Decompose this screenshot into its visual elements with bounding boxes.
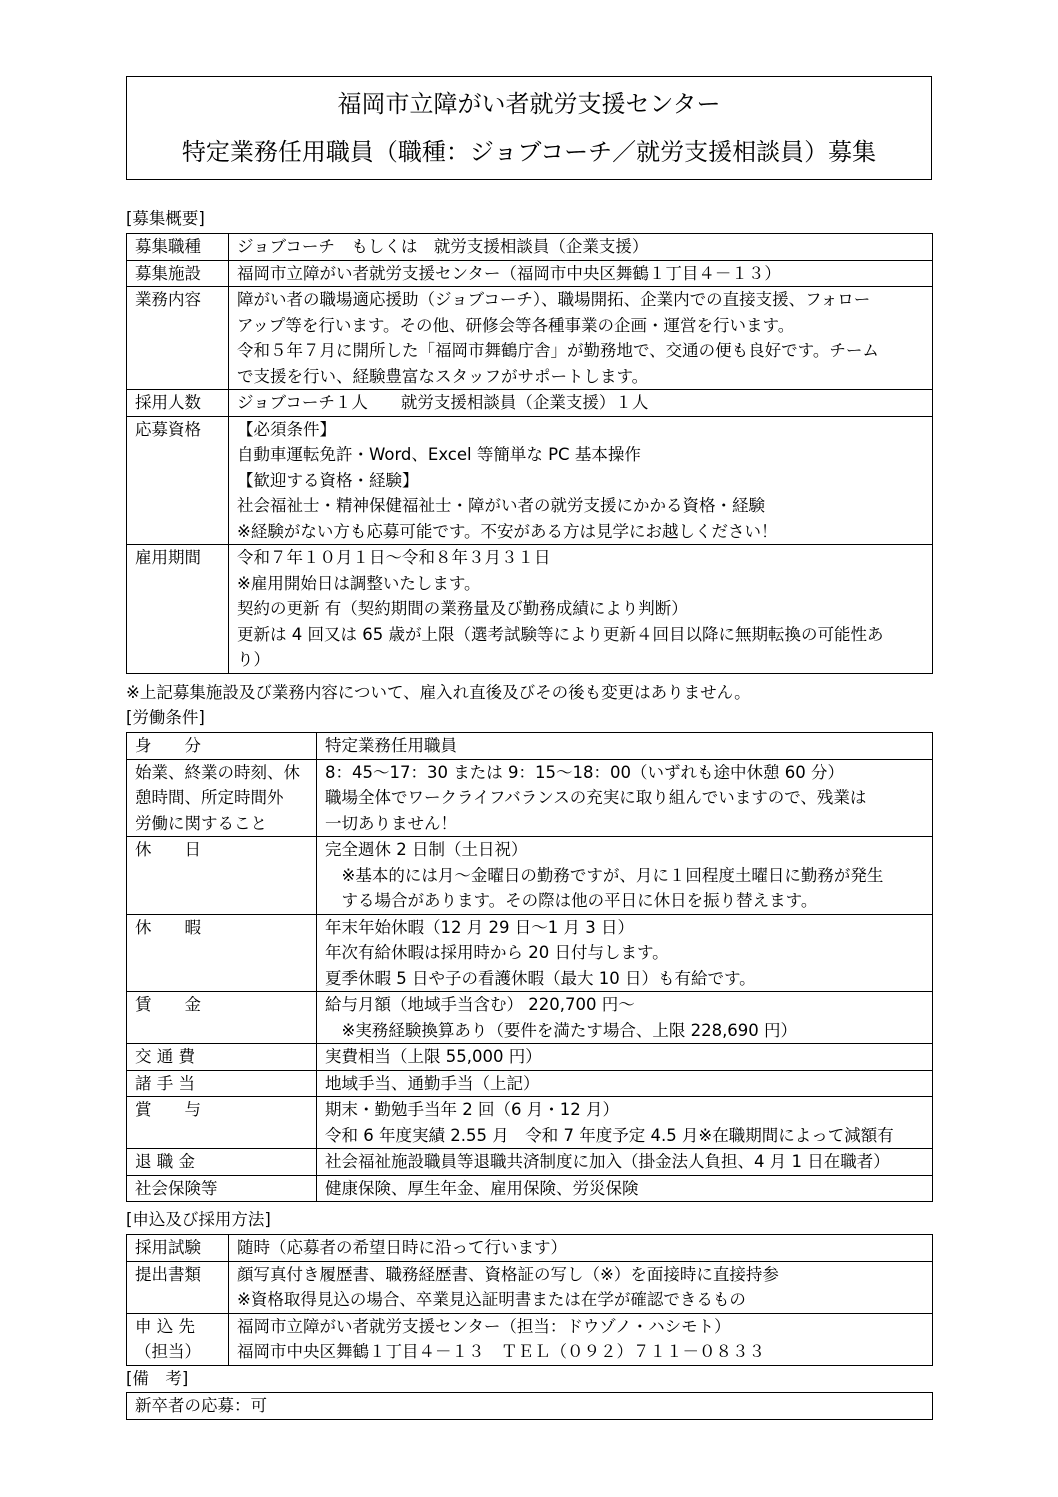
text-line: 随時（応募者の希望日時に沿って行います）: [237, 1238, 567, 1257]
text-line: 顔写真付き履歴書、職務経歴書、資格証の写し（※）を面接時に直接持参: [237, 1264, 779, 1284]
text-line: ※基本的には月～金曜日の勤務ですが、月に１回程度土曜日に勤務が発生: [325, 865, 884, 885]
title-line-1: 福岡市立障がい者就労支援センター: [337, 90, 721, 118]
text-line: り）: [237, 650, 270, 669]
row-value: [229, 234, 933, 261]
row-label: 業務内容: [127, 287, 229, 390]
row-label: [127, 759, 317, 837]
row-value: [317, 1070, 933, 1097]
text-line: 夏季休暇 5 日や子の看護休暇（最大 10 日）も有給です。: [325, 968, 756, 988]
row-label: [127, 1097, 317, 1149]
row-label: [127, 1235, 229, 1262]
text-line: 障がい者の職場適応援助（ジョブコーチ）、職場開拓、企業内での直接支援、フォロー: [237, 290, 871, 309]
row-label: 雇用期間: [127, 545, 229, 674]
row-value: [229, 287, 933, 390]
table-row: [127, 1175, 933, 1202]
text-line: で支援を行い、経験豊富なスタッフがサポートします。: [237, 366, 649, 386]
text-line: 社会福祉士・精神保健福祉士・障がい者の就労支援にかかる資格・経験: [237, 496, 765, 515]
conditions-table: [126, 732, 933, 1202]
section-heading-remarks: [備 考]: [126, 1369, 189, 1388]
row-label: [127, 1261, 229, 1313]
row-label: [127, 1313, 229, 1365]
row-label: [127, 837, 317, 915]
row-label: 採用人数: [127, 390, 229, 417]
label-line: 申 込 先: [135, 1316, 195, 1336]
text-line: 期末・勤勉手当年 2 回（6 月・12 月）: [325, 1100, 619, 1119]
text-line: 給与月額（地域手当含む） 220,700 円～: [325, 995, 635, 1014]
text-line: 年次有給休暇は採用時から 20 日付与します。: [325, 943, 669, 962]
text-line: ※実務経験換算あり（要件を満たす場合、上限 228,690 円）: [325, 1020, 798, 1040]
row-value: [229, 390, 933, 417]
text-line: 契約の更新 有（契約期間の業務量及び勤務成績により判断）: [237, 599, 688, 618]
row-value: [317, 1044, 933, 1071]
label-line: 退 職 金: [135, 1152, 195, 1171]
remarks-text: 新卒者の応募：可: [127, 1393, 933, 1420]
row-value: [317, 759, 933, 837]
text-line: アップ等を行います。その他、研修会等各種事業の企画・運営を行います。: [237, 315, 795, 335]
row-value: [317, 1175, 933, 1202]
row-value: [229, 416, 933, 545]
row-label: [127, 1044, 317, 1071]
section-heading-conditions: [労働条件]: [126, 708, 205, 727]
row-label: [127, 992, 317, 1044]
row-label: 応募資格: [127, 416, 229, 545]
label-line: 諸 手 当: [135, 1073, 195, 1093]
application-table: [126, 1234, 933, 1366]
text-line: ジョブコーチ もしくは 就労支援相談員（企業支援）: [237, 237, 649, 256]
row-value: [229, 1313, 933, 1365]
row-value: [229, 1261, 933, 1313]
row-label: [127, 1149, 317, 1176]
label-line: 身 分: [135, 736, 201, 755]
text-line: 福岡市立障がい者就労支援センター（福岡市中央区舞鶴１丁目４－１３）: [237, 263, 781, 283]
section-heading-application: [申込及び採用方法]: [126, 1210, 271, 1229]
label-line: 始業、終業の時刻、休: [135, 762, 300, 782]
table-row: [127, 1149, 933, 1176]
label-line: 交 通 費: [135, 1047, 195, 1066]
table-row: [127, 1044, 933, 1071]
label-line: 休 暇: [135, 917, 201, 937]
text-line: ジョブコーチ１人 就労支援相談員（企業支援）１人: [237, 393, 649, 412]
label-line: 労働に関すること: [135, 813, 267, 833]
row-value: [317, 1149, 933, 1176]
row-label: 募集施設: [127, 260, 229, 287]
text-line: する場合があります。その際は他の平日に休日を振り替えます。: [325, 891, 818, 910]
row-label: [127, 1070, 317, 1097]
text-line: 一切ありません！: [325, 813, 457, 833]
text-line: 令和７年１０月１日～令和８年３月３１日: [237, 548, 551, 567]
text-line: 地域手当、通勤手当（上記）: [325, 1073, 540, 1093]
row-value: [317, 914, 933, 992]
text-line: ※経験がない方も応募可能です。不安がある方は見学にお越しください！: [237, 521, 778, 541]
table-row: [127, 992, 933, 1044]
row-value: [229, 1235, 933, 1262]
label-line: 憩時間、所定時間外: [135, 788, 284, 807]
text-line: 福岡市立障がい者就労支援センター（担当：ドウゾノ・ハシモト）: [237, 1316, 731, 1336]
row-value: [317, 837, 933, 915]
table-row: [127, 390, 933, 417]
text-line: 特定業務任用職員: [325, 736, 457, 755]
text-line: 職場全体でワークライフバランスの充実に取り組んでいますので、残業は: [325, 788, 867, 807]
text-line: ※資格取得見込の場合、卒業見込証明書または在学が確認できるもの: [237, 1290, 746, 1309]
table-row: [127, 1261, 933, 1313]
row-value: [317, 1097, 933, 1149]
table-row: [127, 1097, 933, 1149]
label-line: 採用試験: [135, 1238, 201, 1257]
text-line: 【歓迎する資格・経験】: [237, 470, 419, 490]
table-row: [127, 837, 933, 915]
title-line-2: 特定業務任用職員（職種：ジョブコーチ／就労支援相談員）募集: [181, 138, 877, 166]
table-row: [127, 416, 933, 545]
text-line: 福岡市中央区舞鶴１丁目４－１３ ＴＥＬ（０９２）７１１－０８３３: [237, 1342, 765, 1361]
row-label: [127, 914, 317, 992]
title-box: [126, 76, 932, 180]
row-value: [229, 260, 933, 287]
remarks-table: [126, 1392, 933, 1420]
text-line: 健康保険、厚生年金、雇用保険、労災保険: [325, 1178, 639, 1198]
table-row: [127, 234, 933, 261]
row-value: [317, 733, 933, 760]
table-row: [127, 1393, 933, 1420]
row-label: 募集職種: [127, 234, 229, 261]
row-value: [229, 545, 933, 674]
text-line: 実費相当（上限 55,000 円）: [325, 1047, 542, 1066]
overview-footnote: ※上記募集施設及び業務内容について、雇入れ直後及びその後も変更はありません。: [126, 683, 751, 702]
text-line: ※雇用開始日は調整いたします。: [237, 573, 481, 593]
table-row: [127, 914, 933, 992]
text-line: 8：45～17：30 または 9：15～18：00（いずれも途中休憩 60 分）: [325, 762, 844, 782]
table-row: [127, 1235, 933, 1262]
overview-table: [126, 233, 933, 674]
label-line: （担当）: [135, 1342, 201, 1361]
table-row: [127, 260, 933, 287]
text-line: 完全週休 2 日制（土日祝）: [325, 840, 528, 859]
text-line: 【必須条件】: [237, 419, 336, 439]
text-line: 年末年始休暇（12 月 29 日～1 月 3 日）: [325, 917, 634, 937]
table-row: [127, 287, 933, 390]
table-row: [127, 759, 933, 837]
label-line: 賞 与: [135, 1100, 201, 1119]
row-label: [127, 1175, 317, 1202]
text-line: 社会福祉施設職員等退職共済制度に加入（掛金法人負担、4 月 1 日在職者）: [325, 1152, 890, 1171]
label-line: 賃 金: [135, 995, 201, 1014]
label-line: 休 日: [135, 840, 201, 859]
section-heading-overview: [募集概要]: [126, 209, 205, 228]
table-row: [127, 545, 933, 674]
table-row: [127, 733, 933, 760]
text-line: 令和５年７月に開所した「福岡市舞鶴庁舎」が勤務地で、交通の便も良好です。チーム: [237, 341, 879, 360]
row-label: [127, 733, 317, 760]
row-value: [317, 992, 933, 1044]
table-row: [127, 1070, 933, 1097]
label-line: 社会保険等: [135, 1178, 218, 1198]
text-line: 令和 6 年度実績 2.55 月 令和 7 年度予定 4.5 月※在職期間によって減額有: [325, 1125, 894, 1145]
label-line: 提出書類: [135, 1264, 201, 1284]
text-line: 更新は 4 回又は 65 歳が上限（選考試験等により更新４回目以降に無期転換の可能性あ: [237, 624, 884, 644]
table-row: [127, 1313, 933, 1365]
text-line: 自動車運転免許・Word、Excel 等簡単な PC 基本操作: [237, 445, 641, 464]
